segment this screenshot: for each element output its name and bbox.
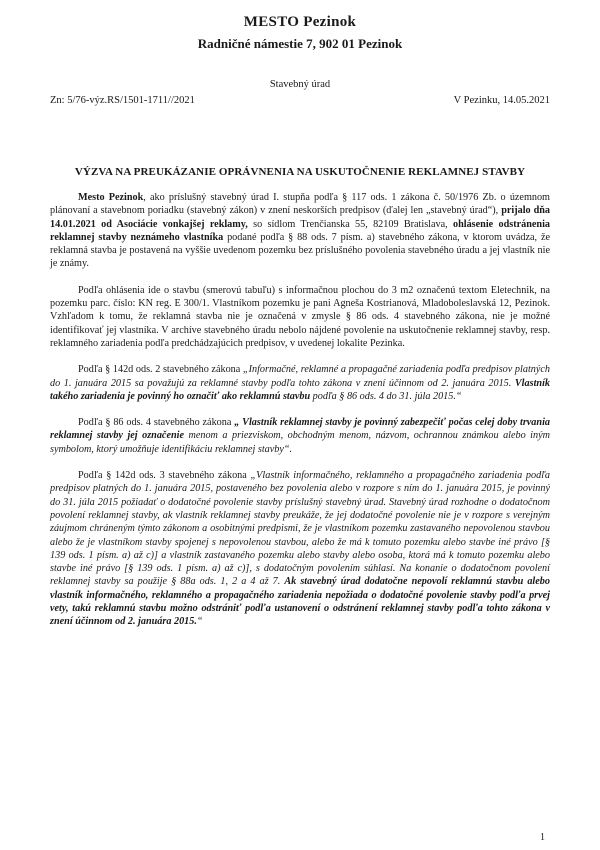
p3-c: Vlastník takého zariadenia je povinný ho označiť ako reklamnú stavbu xyxy=(50,377,550,402)
p3-b: „Informačné, reklamné a propagačné zariadenia podľa predpisov platných do 1. januára 2015 sa považujú za reklamné stavby podľa tohto zákona v znení účinnom od 2. januára 2015. xyxy=(50,364,551,389)
p3-a: Podľa § 142d ods. 2 stavebného zákona xyxy=(78,364,243,376)
city-name: MESTO Pezinok xyxy=(243,14,357,30)
p1-b: , ako príslušný stavebný úrad I. stupňa podľa § 117 ods. 1 zákona č. 50/1976 Zb. o územnom plánovaní a stavebnom poriadku (stavebný zákon) v znení neskorších predpisov (ďalej len „stavebný úrad“), xyxy=(50,192,550,217)
paragraph-4 xyxy=(50,416,550,456)
office-name: Stavebný úrad xyxy=(269,79,331,90)
p5-c: Ak stavebný úrad dodatočne nepovolí reklamnú stavbu alebo vlastník informačného, reklamného a propagačného zariadenia nepožiada o dodatočné povolenie stavby podľa prvej vety, takú reklamnú stavbu možno odstrániť podľa ustanovení o odstránení reklamnej stavby podľa tohto zákona v znení účinnom od 2. januára 2015. xyxy=(50,576,550,628)
p5-a: Podľa § 142d ods. 3 stavebného zákona xyxy=(78,470,251,482)
place-date: V Pezinku, 14.05.2021 xyxy=(453,95,550,106)
p1-e: ohlásenie odstránenia reklamnej stavby neznámeho vlastníka xyxy=(50,218,550,243)
p5-d: “ xyxy=(196,616,203,628)
paragraph-2: Podľa ohlásenia ide o stavbu (smerovú tabuľu) s informačnou plochou do 3 m2 označenú textom Eletechnik, na pozemku parc. číslo: KN reg. E 300/1. Vlastníkom pozemku je pani Agneša Kostrianová, Mladoboleslavská 12, Pezinok. Vzhľadom k tomu, že reklamná stavba nie je označená v zmysle § 86 ods. 4 stavebného zákona, nie je možné identifikovať jej vlastníka. V archíve stavebného úradu nebolo nájdené povolenie na uskutočnenie reklamnej stavby, resp. reklamného zariadenia podľa predchádzajúcich predpisov, v uvedenej lokalite Pezinka. xyxy=(50,284,550,349)
p4-a: Podľa § 86 ods. 4 stavebného zákona xyxy=(78,417,235,429)
paragraph-1 xyxy=(50,191,550,271)
document-body xyxy=(50,191,550,629)
paragraph-5 xyxy=(50,469,550,629)
document-title: VÝZVA NA PREUKÁZANIE OPRÁVNENIA NA USKUTOČNENIE REKLAMNEJ STAVBY xyxy=(74,166,526,178)
paragraph-3 xyxy=(50,363,550,403)
p1-d: so sídlom Trenčianska 55, 82109 Bratislava, xyxy=(247,218,453,230)
p1-f: podané podľa § 88 ods. 7 písm. a) stavebného zákona, v ktorom uvádza, že reklamná stavba je postavená na vyššie uvedenom pozemku bez príslušného povolenia stavebného úradu a jej vlastník nie je známy. xyxy=(50,231,550,270)
p1-c: prijalo dňa 14.01.2021 od Asociácie vonkajšej reklamy, xyxy=(50,205,551,230)
reference-line xyxy=(50,94,550,107)
city-address: Radničné námestie 7, 902 01 Pezinok xyxy=(197,36,403,51)
p1-a: Mesto Pezinok xyxy=(78,192,144,203)
page-number: 1 xyxy=(540,832,545,843)
reference-number: Zn: 5/76-výz.RS/1501-1711//2021 xyxy=(50,95,195,106)
p5-b: „Vlastník informačného, reklamného a propagačného zariadenia podľa predpisov platných do 1. januára 2015, postaveného bez povolenia alebo v rozpore s ním do 1. januára 2015, je povinný do 31. júla 2015 požiadať o dodatočné povolenie stavby príslušný stavebný úrad. Stavebný úrad rozhodne o dodatočnom povolení reklamnej stavby, ak vlastník reklamnej stavby preukáže, že jej dodatočné povolenie nie je v rozpore s verejným záujmom chráneným týmto zákonom a osobitnými predpismi, že je vlastníkom pozemku zastavaného nepovolenou stavbou alebo že je vlastníkom stavby spojenej s nepovolenou stavbou, alebo že má k tomuto pozemku alebo stavbe iné právo [§ 139 ods. 1 písm. a) až c)] a vlastník zastavaného pozemku alebo stavby alebo osoba, ktorá má k tomuto pozemku alebo stavbe iné právo [§ 139 ods. 1 písm. a) až c)], s dodatočným povolením súhlasí. Na konanie o dodatočnom povolení reklamnej stavby sa použije § 88a ods. 1, 2 a 4 až 7. xyxy=(50,470,550,588)
p4-c: menom a priezviskom, obchodným menom, názvom, ochrannou známkou alebo iným symbolom, ktorý umožňuje identifikáciu reklamnej stavby“. xyxy=(50,430,550,455)
p3-d: podľa § 86 ods. 4 do 31. júla 2015.“ xyxy=(310,390,462,402)
p4-b: „ Vlastník reklamnej stavby je povinný zabezpečiť počas celej doby trvania reklamnej stavby jej označenie xyxy=(50,417,550,442)
